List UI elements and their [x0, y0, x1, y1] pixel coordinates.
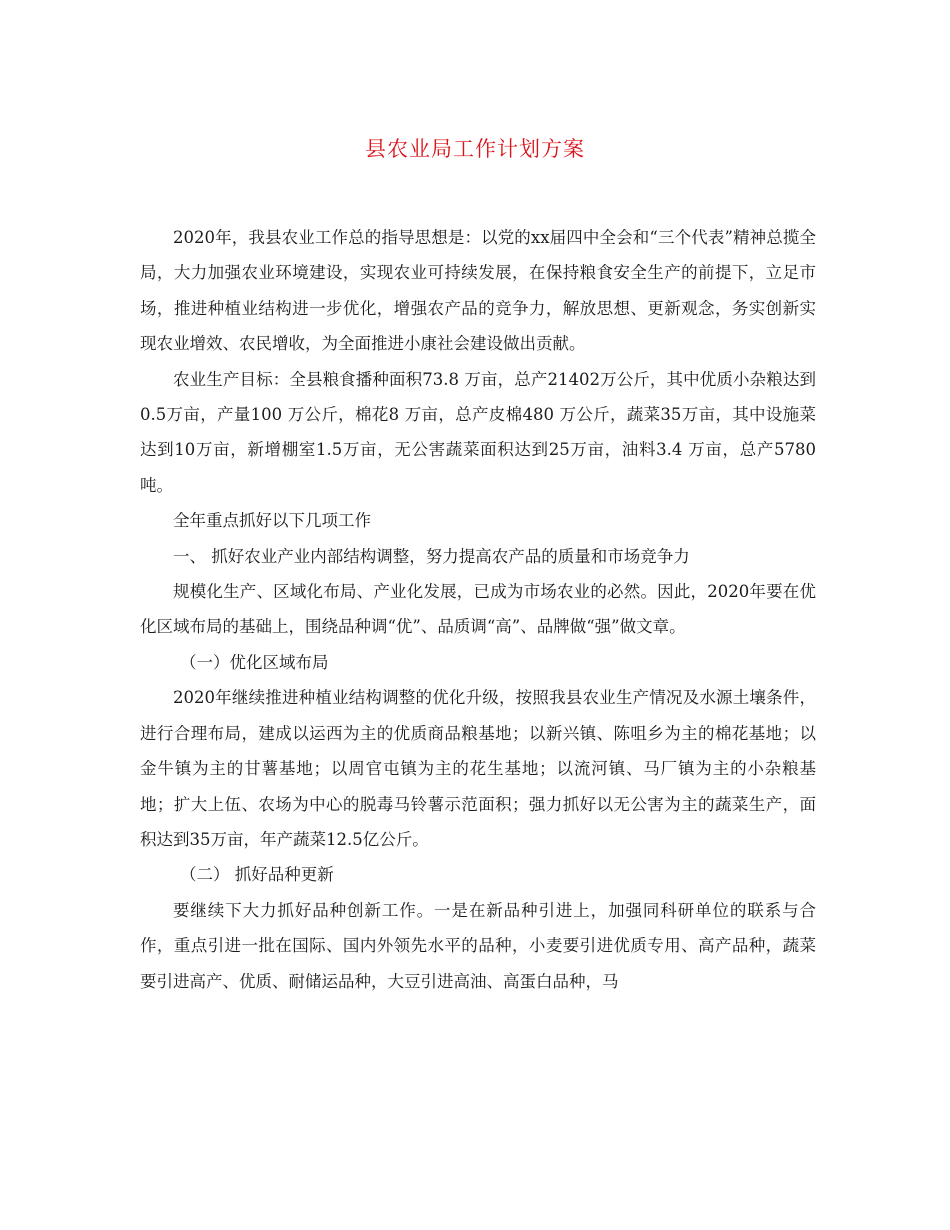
subsection-heading-1: （一）优化区域布局	[180, 652, 329, 672]
paragraph-guiding-thought: 2020年，我县农业工作总的指导思想是：以党的xx届四中全会和“三个代表”精神总揽全局，大力加强农业环境建设，实现农业可持续发展，在保持粮食安全生产的前提下，立足市场，推进种植业结构进一步优化，增强农产品的竞争力，解放思想、更新观念，务实创新实现农业增效、农民增收，为全面推进小康社会建设做出贡献。	[140, 228, 816, 354]
paragraph-structure-adjustment: 规模化生产、区域化布局、产业化发展，已成为市场农业的必然。因此，2020年要在优化区域布局的基础上，围绕品种调“优”、品质调“高”、品牌做“强”做文章。	[140, 582, 816, 637]
paragraph-key-work-intro: 全年重点抓好以下几项工作	[173, 511, 371, 531]
paragraph-variety-renewal: 要继续下大力抓好品种创新工作。一是在新品种引进上，加强同科研单位的联系与合作，重点引进一批在国际、国内外领先水平的品种，小麦要引进优质专用、高产品种，蔬菜要引进高产、优质、耐储运品种，大豆引进高油、高蛋白品种，马	[140, 900, 816, 991]
document-body	[140, 220, 816, 999]
section-heading-1: 一、 抓好农业产业内部结构调整，努力提高农产品的质量和市场竞争力	[173, 546, 690, 566]
document-title: 县农业局工作计划方案	[365, 137, 585, 161]
paragraph-production-targets: 农业生产目标：全县粮食播种面积73.8 万亩，总产21402万公斤，其中优质小杂粮达到0.5万亩，产量100 万公斤，棉花8 万亩，总产皮棉480 万公斤，蔬菜35万亩，其中设施菜达到10万亩，新增棚室1.5万亩，无公害蔬菜面积达到25万亩，油料3.4 万亩，总产5780 吨。	[140, 369, 816, 495]
subsection-heading-2: （二） 抓好品种更新	[180, 865, 334, 885]
paragraph-regional-layout: 2020年继续推进种植业结构调整的优化升级，按照我县农业生产情况及水源土壤条件，进行合理布局，建成以运西为主的优质商品粮基地；以新兴镇、陈咀乡为主的棉花基地；以金牛镇为主的甘薯基地；以周官屯镇为主的花生基地；以流河镇、马厂镇为主的小杂粮基地；扩大上伍、农场为中心的脱毒马铃薯示范面积；强力抓好以无公害为主的蔬菜生产，面积达到35万亩，年产蔬菜12.5亿公斤。	[140, 688, 816, 849]
